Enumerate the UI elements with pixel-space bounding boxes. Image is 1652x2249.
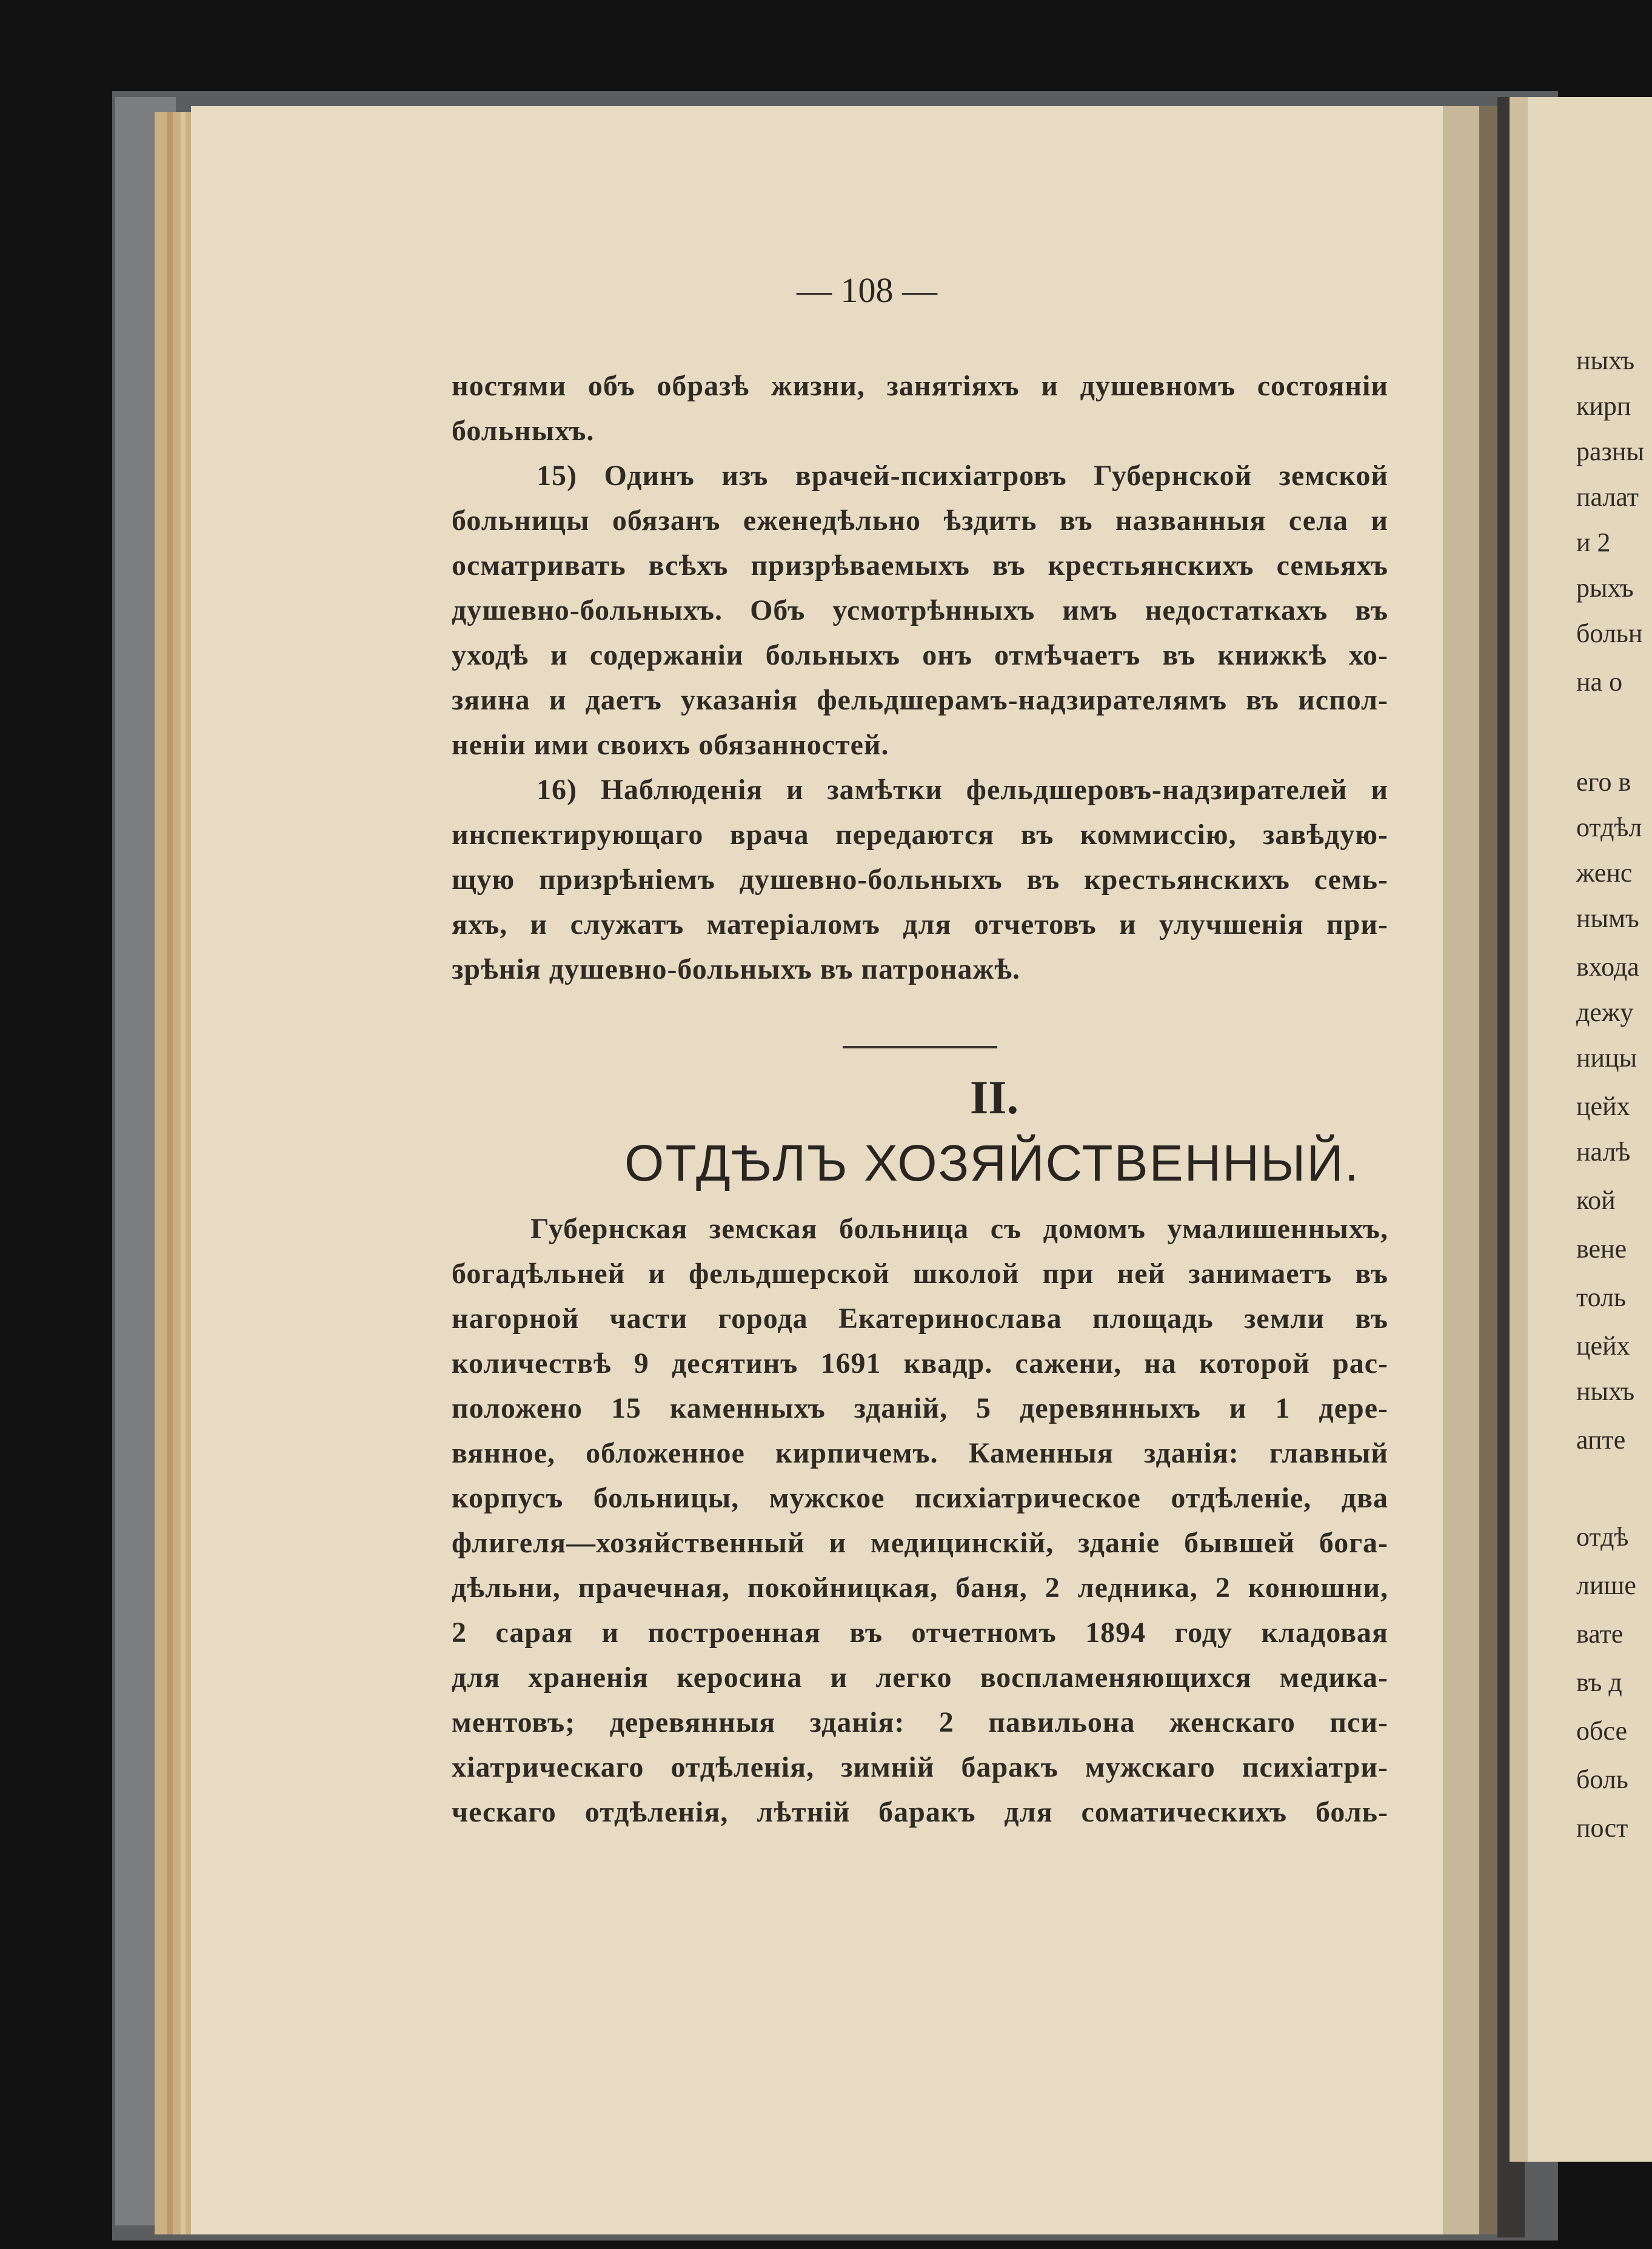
facing-line: рыхъ — [1576, 573, 1634, 603]
facing-line: кирп — [1576, 391, 1631, 421]
facing-line: и 2 — [1576, 528, 1611, 557]
facing-line: ницы — [1576, 1043, 1637, 1073]
text-line: зяина и даетъ указанія фельдшерамъ-надзирателямъ въ испол- — [452, 684, 1388, 716]
text-line: ческаго отдѣленія, лѣтній баракъ для соматическихъ боль- — [452, 1796, 1388, 1828]
text-line: зрѣнія душевно-больныхъ въ патронажѣ. — [452, 953, 1021, 985]
facing-line: палат — [1576, 482, 1639, 512]
facing-line: ныхъ — [1576, 1376, 1635, 1406]
facing-line: кой — [1576, 1185, 1616, 1215]
facing-line: пост — [1576, 1813, 1628, 1843]
text-line: инспектирующаго врача передаются въ коммиссію, завѣдую- — [452, 819, 1388, 851]
text-line: количествѣ 9 десятинъ 1691 квадр. сажени, на которой рас- — [452, 1347, 1388, 1379]
facing-line: входа — [1576, 952, 1639, 982]
facing-line: дежу — [1576, 997, 1634, 1027]
page-number: — 108 — — [797, 270, 937, 310]
text-line: вянное, обложенное кирпичемъ. Каменныя зданія: главный — [452, 1437, 1388, 1469]
facing-line: вене — [1576, 1234, 1627, 1264]
text-line: флигеля—хозяйственный и медицинскій, зданіе бывшей бога- — [452, 1527, 1388, 1559]
text-line: нагорной части города Екатеринослава площадь земли въ — [452, 1302, 1388, 1335]
facing-line: разны — [1576, 437, 1645, 466]
text-line: Губернская земская больница съ домомъ умалишенныхъ, — [530, 1213, 1388, 1245]
text-line: 2 сарая и построенная въ отчетномъ 1894 году кладовая — [452, 1617, 1388, 1649]
text-line: 15) Одинъ изъ врачей-психіатровъ Губернской земской — [537, 460, 1388, 492]
text-line: душевно-больныхъ. Объ усмотрѣнныхъ имъ недостаткахъ въ — [452, 594, 1388, 626]
text-line: уходѣ и содержаніи больныхъ онъ отмѣчаетъ въ книжкѣ хо- — [452, 639, 1388, 671]
facing-line: апте — [1576, 1425, 1626, 1455]
facing-line: отдѣл — [1576, 813, 1642, 842]
facing-line: толь — [1576, 1282, 1627, 1312]
text-line: ностями объ образѣ жизни, занятіяхъ и душевномъ состояніи — [452, 370, 1388, 402]
text-line: щую призрѣніемъ душевно-больныхъ въ крестьянскихъ семь- — [452, 863, 1388, 896]
text-line: больныхъ. — [452, 415, 595, 447]
section-heading: ОТДѢЛЪ ХОЗЯЙСТВЕННЫЙ. — [624, 1135, 1360, 1192]
facing-line: ныхъ — [1576, 346, 1635, 375]
facing-line: цейх — [1576, 1091, 1630, 1121]
facing-line: ватe — [1576, 1619, 1624, 1649]
facing-line: больн — [1576, 618, 1643, 648]
section-divider — [843, 1046, 997, 1048]
facing-line: отдѣ — [1576, 1522, 1629, 1552]
text-line: дѣльни, прачечная, покойницкая, баня, 2 ледника, 2 конюшни, — [452, 1572, 1388, 1604]
text-line: богадѣльней и фельдшерской школой при ней занимаетъ въ — [452, 1258, 1388, 1290]
text-line: больницы обязанъ еженедѣльно ѣздить въ названныя села и — [452, 504, 1388, 537]
facing-line: налѣ — [1576, 1137, 1631, 1167]
text-line: яхъ, и служатъ матеріаломъ для отчетовъ и улучшенія при- — [452, 908, 1388, 940]
text-line: корпусъ больницы, мужское психіатрическое отдѣленіе, два — [452, 1482, 1388, 1514]
facing-line: лише — [1576, 1570, 1636, 1600]
section-number: II. — [969, 1071, 1019, 1124]
text-line: для храненія керосина и легко воспламеняющихся медика- — [452, 1661, 1388, 1694]
text-line: осматривать всѣхъ призрѣваемыхъ въ крестьянскихъ семьяхъ — [452, 549, 1388, 582]
text-line: положено 15 каменныхъ зданій, 5 деревянныхъ и 1 дере- — [452, 1392, 1388, 1424]
facing-line: въ д — [1576, 1667, 1622, 1697]
text-line: ментовъ; деревянныя зданія: 2 павильона женскаго пси- — [452, 1706, 1388, 1738]
facing-line: обсе — [1576, 1716, 1627, 1746]
facing-line: женс — [1576, 858, 1633, 888]
text-line: неніи ими своихъ обязанностей. — [452, 729, 889, 761]
facing-line: цейх — [1576, 1331, 1630, 1361]
text-line: хіатрическаго отдѣленія, зимній баракъ мужскаго психіатри- — [452, 1751, 1388, 1783]
facing-line: нымъ — [1576, 903, 1639, 933]
facing-line: на о — [1576, 667, 1623, 697]
facing-line: его в — [1576, 767, 1631, 797]
text-line: 16) Наблюденія и замѣтки фельдшеровъ-надзирателей и — [537, 774, 1388, 806]
facing-line: боль — [1576, 1765, 1628, 1794]
